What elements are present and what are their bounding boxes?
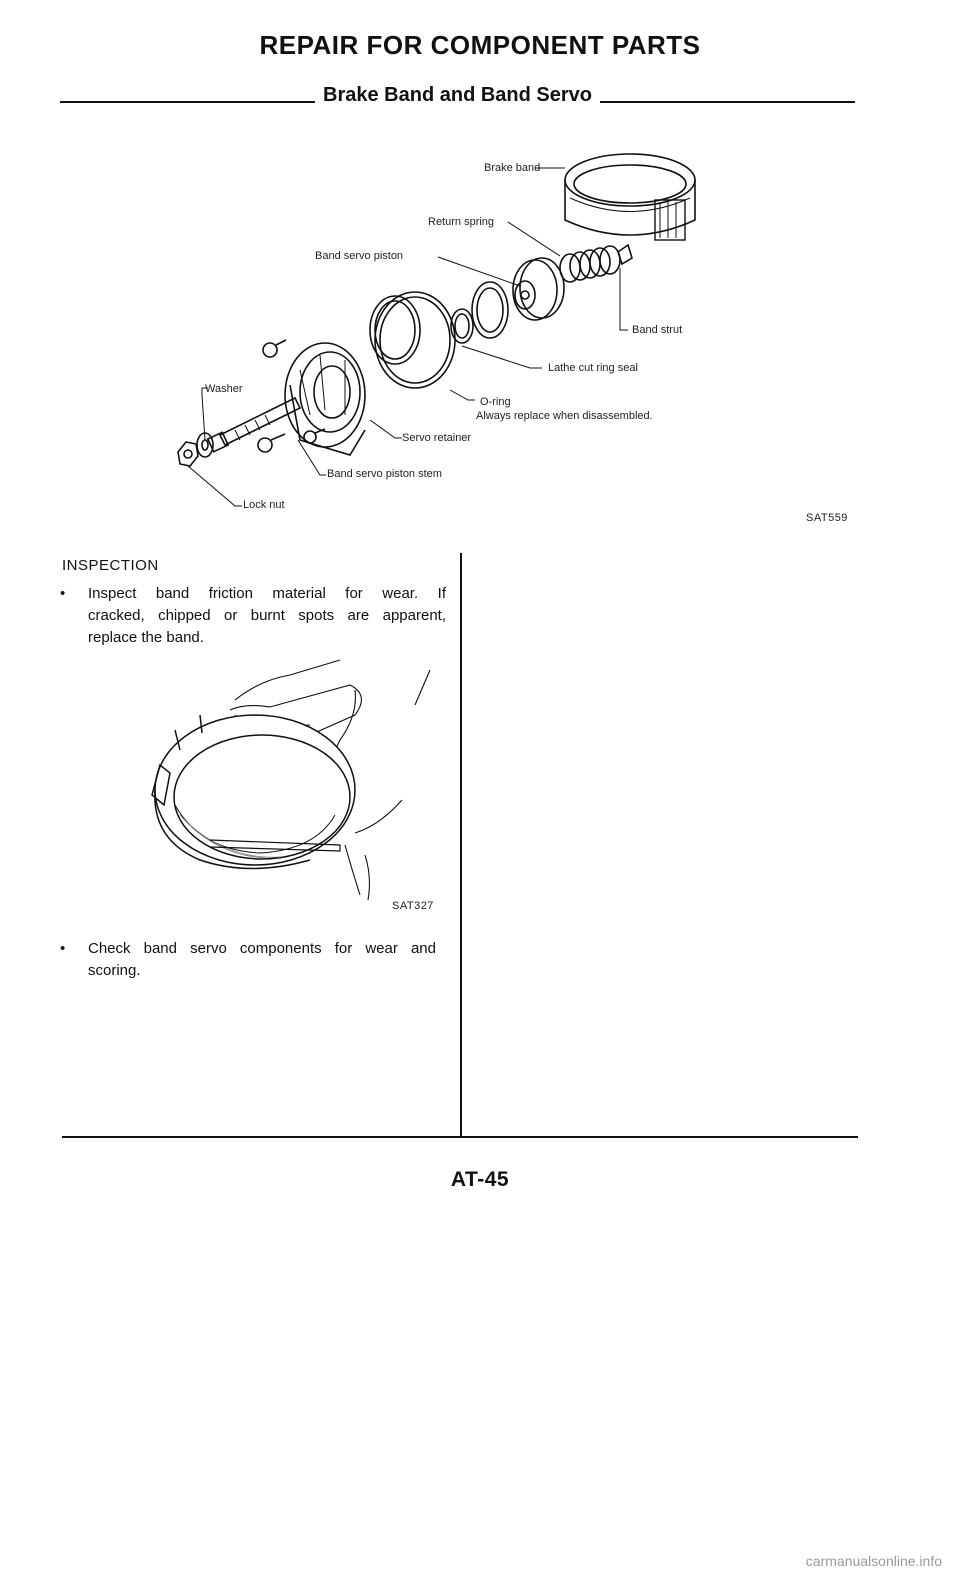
leader-lines — [188, 168, 628, 506]
heading-rule-left — [60, 101, 315, 103]
page-number: AT-45 — [450, 1168, 510, 1191]
washer-lock-nut-drawing — [178, 433, 213, 466]
section-subtitle: Brake Band and Band Servo — [315, 84, 600, 107]
label-o-ring: O-ring — [480, 396, 511, 408]
inspection-item-2 — [88, 938, 436, 982]
bullet-marker: • — [60, 585, 66, 602]
brake-band-drawing — [565, 154, 695, 240]
servo-retainer-drawing — [263, 340, 365, 455]
return-spring-drawing — [560, 245, 632, 282]
inspection-item-1-line: cracked, chipped or burnt spots are apparent, — [88, 607, 446, 624]
column-divider — [460, 553, 462, 1138]
label-o-ring-note: Always replace when disassembled. — [476, 410, 653, 422]
inspection-item-2-line: Check band servo components for wear and — [88, 940, 436, 957]
inspection-item-1-line: replace the band. — [88, 629, 204, 646]
brake-band-inspection-illustration — [140, 655, 450, 905]
label-band-servo-piston-stem: Band servo piston stem — [327, 468, 442, 480]
lathe-cut-ring-seal-drawing — [451, 282, 508, 343]
label-washer: Washer — [205, 383, 243, 395]
figure-id-sat327: SAT327 — [392, 900, 434, 912]
fingers-drawing — [345, 800, 402, 900]
page-title: REPAIR FOR COMPONENT PARTS — [259, 30, 701, 60]
inspection-item-1-line: Inspect band friction material for wear. If — [88, 585, 446, 602]
brake-band-ring-drawing — [152, 715, 355, 869]
label-brake-band: Brake band — [484, 162, 541, 174]
label-return-spring: Return spring — [428, 216, 495, 228]
inspection-heading: INSPECTION — [62, 557, 159, 574]
label-lock-nut: Lock nut — [243, 499, 285, 511]
footer-rule — [62, 1136, 858, 1138]
watermark-link[interactable]: carmanualsonline.info — [805, 1553, 942, 1569]
band-servo-piston-drawing — [513, 258, 564, 320]
inspection-item-1 — [88, 583, 446, 649]
label-band-servo-piston: Band servo piston — [315, 250, 404, 262]
section-heading — [60, 84, 855, 114]
figure-id-sat559: SAT559 — [806, 512, 848, 524]
bolt-drawing — [258, 429, 325, 452]
label-servo-retainer: Servo retainer — [402, 432, 472, 444]
inspection-item-2-line: scoring. — [88, 962, 141, 979]
label-band-strut: Band strut — [632, 324, 683, 336]
heading-rule-right — [600, 101, 855, 103]
label-lathe-cut-ring-seal: Lathe cut ring seal — [548, 362, 638, 374]
band-servo-exploded-illustration — [150, 140, 710, 510]
bullet-marker: • — [60, 940, 66, 957]
o-ring-drawing — [370, 292, 455, 388]
